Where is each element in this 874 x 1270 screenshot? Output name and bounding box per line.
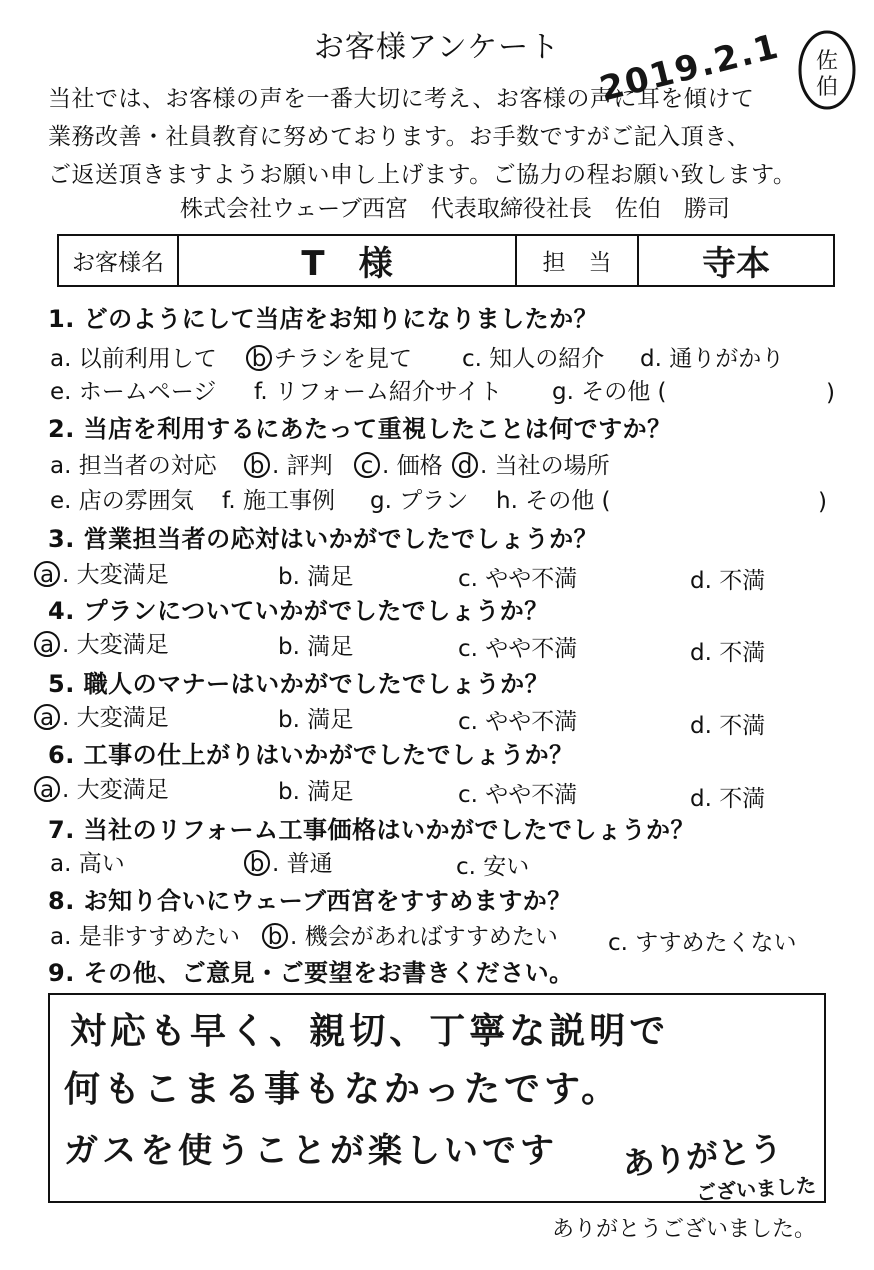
q4-option-c: c. やや不満 <box>458 636 578 662</box>
q6-option-a-label: . 大変満足 <box>62 777 169 803</box>
page-title: お客様アンケート <box>313 30 561 65</box>
q7-option-b <box>244 845 333 878</box>
customer-name-value: T 様 <box>178 235 516 286</box>
q2-option-b-label: . 評判 <box>272 453 333 479</box>
q8-option-a: a. 是非すすめたい <box>50 924 240 950</box>
q1-option-b <box>246 340 412 373</box>
question-1: 1. どのようにして当店をお知りになりましたか？ <box>48 305 599 333</box>
selected-choice-circle: a <box>34 704 60 730</box>
q8-option-c: c. すすめたくない <box>608 930 797 956</box>
q7-option-a: a. 高い <box>50 851 125 877</box>
q8-option-b-label: . 機会があればすすめたい <box>290 924 558 950</box>
question-4: 4. プランについていかがでしたでしょうか？ <box>48 597 549 625</box>
customer-name-label: お客様名 <box>58 235 178 286</box>
comment-signoff-gozaimashita: ございました <box>695 1172 817 1206</box>
comment-line-3: ガスを使うことが楽しいです <box>64 1131 558 1171</box>
question-3: 3. 営業担当者の応対はいかがでしたでしょうか？ <box>48 525 599 553</box>
selected-choice-circle: a <box>34 776 60 802</box>
q1-option-d: d. 通りがかり <box>640 346 785 372</box>
q5-option-a <box>34 699 169 732</box>
question-2: 2. 当店を利用するにあたって重視したことは何ですか？ <box>48 415 672 443</box>
selected-choice-circle: a <box>34 561 60 587</box>
question-5: 5. 職人のマナーはいかがでしたでしょうか？ <box>48 670 550 698</box>
q6-option-d: d. 不満 <box>690 786 766 812</box>
q3-option-a <box>34 556 169 589</box>
selected-choice-circle: c <box>354 452 380 478</box>
svg-text:伯: 伯 <box>815 75 839 100</box>
q6-option-b: b. 満足 <box>278 779 354 805</box>
intro-line-1: 当社では、お客様の声を一番大切に考え、お客様の声に耳を傾けて <box>48 86 755 112</box>
q7-option-b-label: . 普通 <box>272 851 333 877</box>
q2-option-h-close: ) <box>818 489 827 515</box>
selected-choice-circle: b <box>244 452 270 478</box>
comment-line-1: 対応も早く、親切、丁寧な説明で <box>70 1011 670 1052</box>
q1-option-c: c. 知人の紹介 <box>462 346 605 372</box>
q2-option-b <box>244 447 333 480</box>
q2-option-d <box>452 447 610 480</box>
q2-option-a: a. 担当者の対応 <box>50 453 217 479</box>
q1-option-b-label: チラシを見て <box>274 346 412 372</box>
comment-line-2: 何もこまる事もなかったです。 <box>64 1069 622 1110</box>
q3-option-a-label: . 大変満足 <box>62 562 169 588</box>
q2-option-c <box>354 447 443 480</box>
q2-option-f: f. 施工事例 <box>222 488 336 514</box>
selected-choice-circle: b <box>262 923 288 949</box>
q3-option-d: d. 不満 <box>690 568 766 594</box>
comment-signoff-thanks: ありがとう <box>620 1128 784 1184</box>
customer-info-table <box>57 234 835 287</box>
q6-option-a <box>34 771 169 804</box>
q5-option-a-label: . 大変満足 <box>62 705 169 731</box>
question-6: 6. 工事の仕上がりはいかがでしたでしょうか？ <box>48 741 574 769</box>
q4-option-d: d. 不満 <box>690 640 766 666</box>
q8-option-b <box>262 918 558 951</box>
q2-option-h: h. その他 ( <box>496 488 611 514</box>
svg-text:佐: 佐 <box>815 49 839 74</box>
q7-option-c: c. 安い <box>456 854 530 880</box>
question-8: 8. お知り合いにウェーブ西宮をすすめますか？ <box>48 887 572 915</box>
q1-option-f: f. リフォーム紹介サイト <box>254 379 503 405</box>
q5-option-c: c. やや不満 <box>458 709 578 735</box>
q1-option-a: a. 以前利用して <box>50 346 217 372</box>
q5-option-d: d. 不満 <box>690 713 766 739</box>
q3-option-b: b. 満足 <box>278 564 354 590</box>
company-signature-line: 株式会社ウェーブ西宮 代表取締役社長 佐伯 勝司 <box>180 196 730 222</box>
q2-option-e: e. 店の雰囲気 <box>50 488 194 514</box>
staff-value: 寺本 <box>638 235 834 286</box>
staff-label: 担 当 <box>516 235 638 286</box>
q1-option-g-close: ) <box>826 380 835 406</box>
q1-option-e: e. ホームページ <box>50 379 217 405</box>
q3-option-c: c. やや不満 <box>458 566 578 592</box>
intro-line-3: ご返送頂きますようお願い申し上げます。ご協力の程お願い致します。 <box>48 162 797 188</box>
selected-choice-circle: b <box>244 850 270 876</box>
q6-option-c: c. やや不満 <box>458 782 578 808</box>
q5-option-b: b. 満足 <box>278 707 354 733</box>
q2-option-g: g. プラン <box>370 488 469 514</box>
q2-option-c-label: . 価格 <box>382 453 443 479</box>
q4-option-a <box>34 626 169 659</box>
q1-option-g: g. その他 ( <box>552 379 667 405</box>
footer-thanks: ありがとうございました。 <box>551 1217 816 1242</box>
q4-option-b: b. 満足 <box>278 634 354 660</box>
comment-box <box>48 993 826 1206</box>
q4-option-a-label: . 大変満足 <box>62 632 169 658</box>
selected-choice-circle: a <box>34 631 60 657</box>
seal-stamp <box>796 28 858 112</box>
handwritten-date: 2019.2.1 <box>595 26 784 110</box>
selected-choice-circle: b <box>246 345 272 371</box>
question-9: 9. その他、ご意見・ご要望をお書きください。 <box>48 959 574 987</box>
question-7: 7. 当社のリフォーム工事価格はいかがでしたでしょうか？ <box>48 816 695 844</box>
intro-line-2: 業務改善・社員教育に努めております。お手数ですがご記入頂き、 <box>48 124 751 150</box>
selected-choice-circle: d <box>452 452 478 478</box>
q2-option-d-label: . 当社の場所 <box>480 453 610 479</box>
